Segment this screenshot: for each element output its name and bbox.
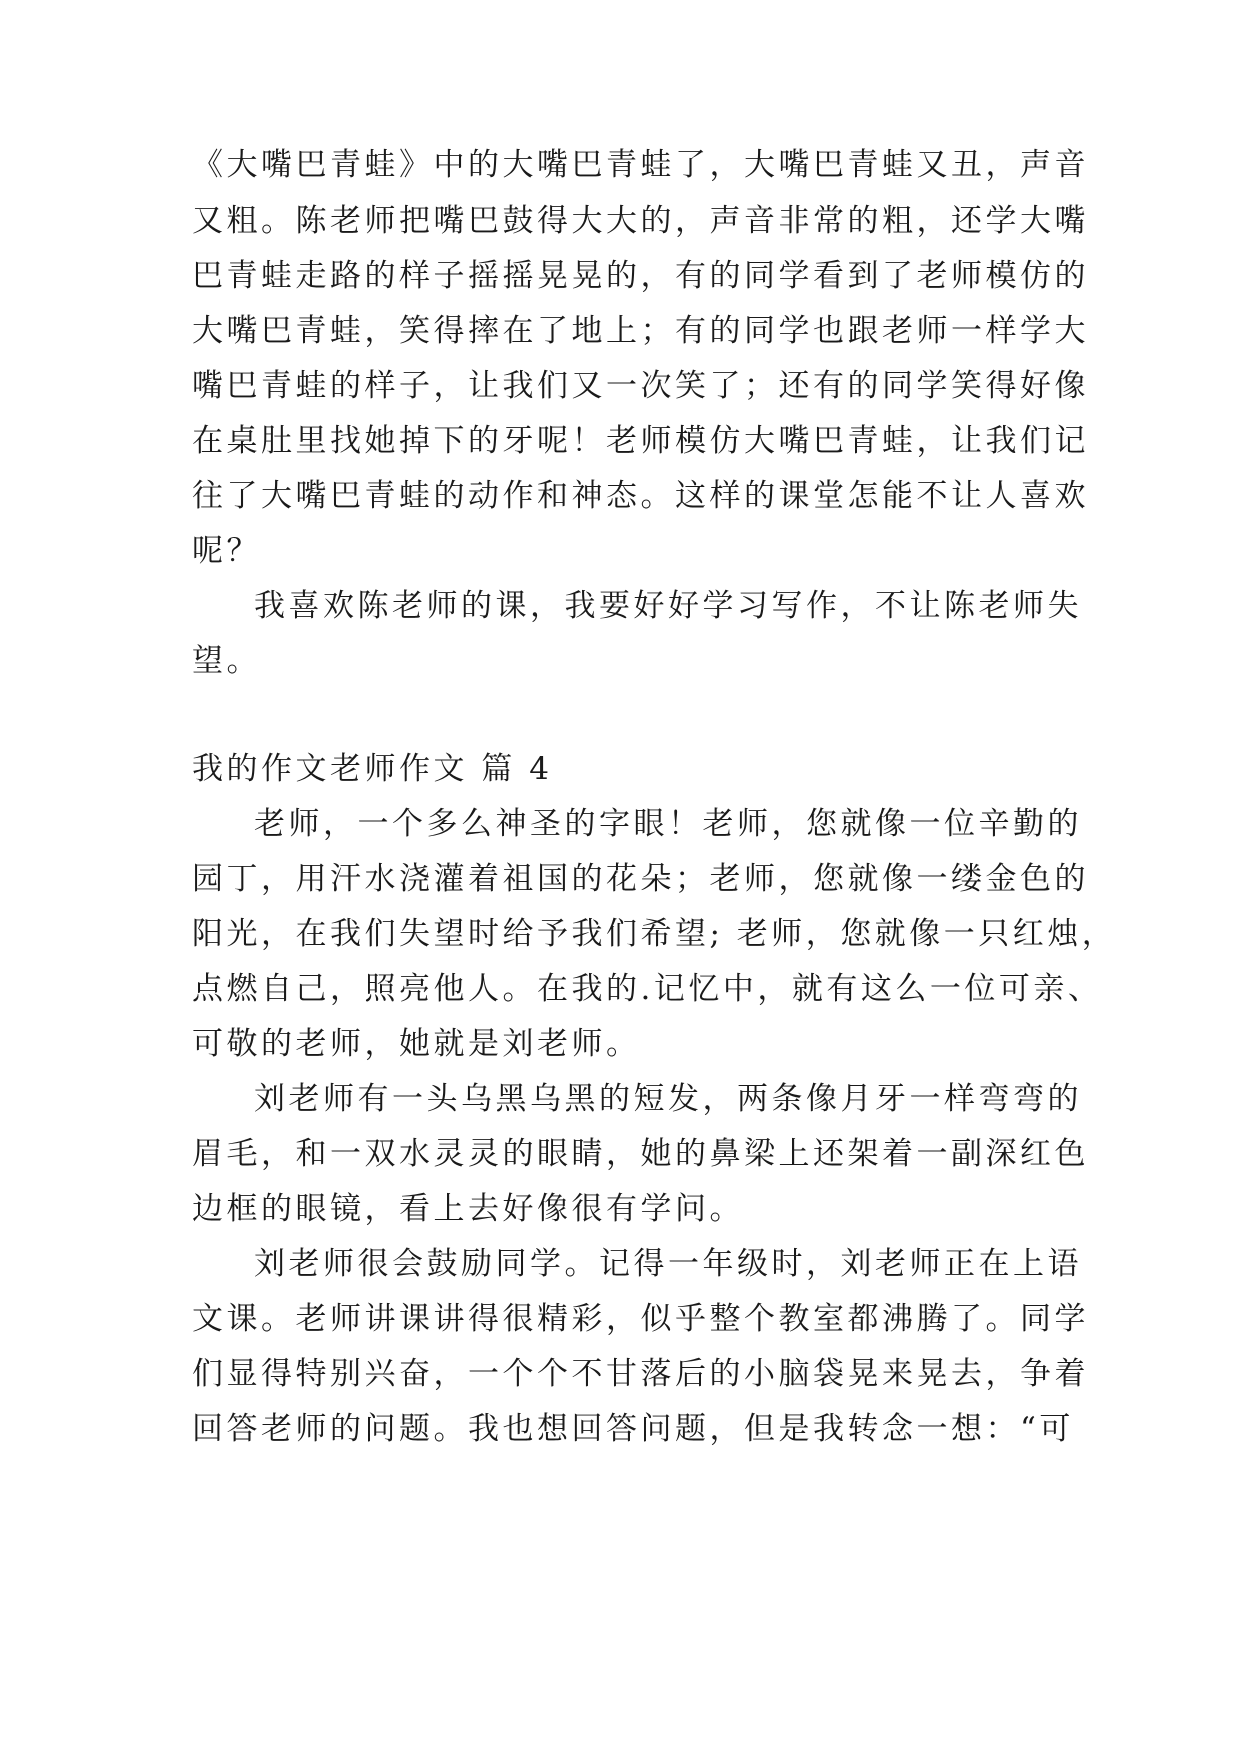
- text-line: 点燃自己，照亮他人。在我的.记忆中，就有这么一位可亲、: [192, 971, 1103, 1007]
- text-line: 老师，一个多么神圣的字眼！老师，您就像一位辛勤的: [254, 806, 1082, 842]
- text-line: 我喜欢陈老师的课，我要好好学习写作，不让陈老师失: [254, 588, 1082, 624]
- section-heading: 我的作文老师作文 篇 4: [192, 751, 553, 787]
- text-line: 在桌肚里找她掉下的牙呢！老师模仿大嘴巴青蛙，让我们记: [192, 423, 1089, 459]
- text-line: 可敬的老师，她就是刘老师。: [192, 1026, 641, 1062]
- text-line: 望。: [192, 643, 261, 679]
- text-line: 又粗。陈老师把嘴巴鼓得大大的，声音非常的粗，还学大嘴: [192, 203, 1089, 239]
- text-line: 大嘴巴青蛙，笑得摔在了地上；有的同学也跟老师一样学大: [192, 313, 1089, 349]
- text-line: 边框的眼镜，看上去好像很有学问。: [192, 1191, 744, 1227]
- text-line: 们显得特别兴奋，一个个不甘落后的小脑袋晃来晃去，争着: [192, 1356, 1089, 1392]
- text-line: 眉毛，和一双水灵灵的眼睛，她的鼻梁上还架着一副深红色: [192, 1136, 1089, 1172]
- text-line: 文课。老师讲课讲得很精彩，似乎整个教室都沸腾了。同学: [192, 1301, 1089, 1337]
- text-line: 往了大嘴巴青蛙的动作和神态。这样的课堂怎能不让人喜欢: [192, 478, 1089, 514]
- text-line: 刘老师有一头乌黑乌黑的短发，两条像月牙一样弯弯的: [254, 1081, 1082, 1117]
- text-line: 巴青蛙走路的样子摇摇晃晃的，有的同学看到了老师模仿的: [192, 258, 1089, 294]
- text-line: 嘴巴青蛙的样子，让我们又一次笑了；还有的同学笑得好像: [192, 368, 1089, 404]
- text-line: 回答老师的问题。我也想回答问题，但是我转念一想：“可: [192, 1411, 1074, 1447]
- text-line: 园丁，用汗水浇灌着祖国的花朵；老师，您就像一缕金色的: [192, 861, 1089, 897]
- text-line: 刘老师很会鼓励同学。记得一年级时，刘老师正在上语: [254, 1246, 1082, 1282]
- text-line: 呢？: [192, 533, 261, 569]
- text-line: 阳光，在我们失望时给予我们希望; 老师，您就像一只红烛，: [192, 916, 1117, 952]
- text-line: 《大嘴巴青蛙》中的大嘴巴青蛙了，大嘴巴青蛙又丑，声音: [192, 147, 1089, 183]
